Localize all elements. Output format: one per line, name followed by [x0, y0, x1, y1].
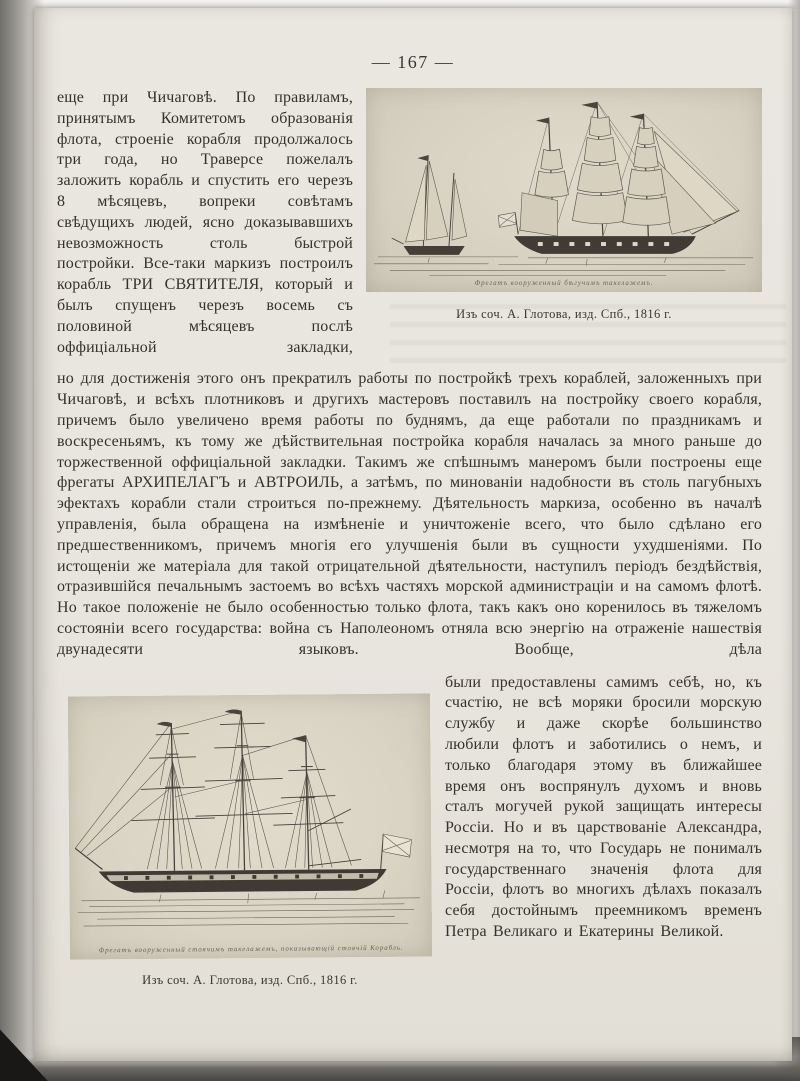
figure-bottom — [69, 673, 431, 988]
frigate-under-sail-art — [370, 92, 758, 278]
engraved-plate-caption: Фрегатъ вооруженный стоячимъ такелажемъ, показывающій стоячій Корабль. — [98, 943, 404, 954]
paragraph-bottom-right: были предоставлены самимъ себѣ, но, къ счастію, не всѣ моряки бросили морскую службу и даже скорѣе большинство любили флотъ и заботились о немъ, и только благодаря этому въ ближайшее время онъ воспрянулъ духомъ и вновь сталъ могучей рукой защищать интересы Россіи. Но и въ царствованіе Александра, несмотря на то, что Государь не понималъ государственнаго значенія флота для Россіи, флотъ во многихъ дѣлахъ показалъ себя достойнымъ преемникомъ временъ Петра Великаго и Екатерины Великой. — [445, 673, 762, 941]
bottom-section — [57, 673, 762, 988]
figure-source-caption: Изъ соч. А. Глотова, изд. Спб., 1816 г. — [142, 972, 358, 987]
paragraph-main: но для достиженія этого онъ прекратилъ работы по постройкѣ трехъ кораблей, заложенныхъ при Чичаговѣ, и всѣхъ плотниковъ и другихъ мастеровъ поставилъ на постройку своего корабля, причемъ было увеличено время работы по буднямъ, да еще работали по праздникамъ и воскресеньямъ, къ тому же дѣйствительная постройка корабля началась за много раньше до торжественной оффиціальной закладки. Такимъ же спѣшнымъ манеромъ были построены еще фрегаты АРХИПЕЛАГЪ и АВТРОИЛЬ, а затѣмъ, по минованіи надобности въ столь пагубныхъ эфектахъ корабли стали строиться по-прежнему. Дѣятельность маркиза, особенно въ началѣ управленія, была обращена на измѣненіе и уничтоженіе всего, что было сдѣлано его предшественникомъ, причемъ многія его улучшенія были въ сущности ухудшеніями. По истощеніи же матеріала для такой отрицательной дѣятельности, наступилъ періодъ бездѣйствія, отразившійся печальнымъ застоемъ во всѣхъ частяхъ морской администраціи и на самомъ флотѣ. Но такое положеніе не было особенностью только флота, такъ какъ оно коренилось въ тяжеломъ состояніи всего государства: война съ Наполеономъ отняла всю энергію на отраженіе нашествія двунадесяти языковъ. Вообще, дѣла — [57, 370, 762, 658]
frigate-standing-rigging-art — [72, 697, 428, 945]
figure-top — [366, 88, 762, 358]
paragraph-top-left: еще при Чичаговѣ. По правиламъ, принятымъ Комитетомъ образованія флота, строеніе корабля продолжалось три года, но Траверсе пожелалъ заложить корабль и спустить его черезъ 8 мѣсяцевъ, вопреки совѣтамъ свѣдущихъ людей, ясно доказывавшихъ невозможность столь быстрой постройки. Все-таки маркизъ построилъ корабль ТРИ СВЯТИТЕЛЯ, который и былъ спущенъ черезъ восемь съ половиной мѣсяцевъ послѣ оффиціальной закладки, — [57, 89, 353, 356]
figure-source-caption: Изъ соч. А. Глотова, изд. Спб., 1816 г. — [456, 306, 672, 321]
page-number: — 167 — — [371, 52, 455, 72]
book-paper — [34, 8, 792, 1061]
frigate-standing-rigging-engraving — [68, 693, 432, 959]
engraved-plate-caption: Фрегатъ вооруженный бѣгучимъ такелажемъ. — [474, 278, 654, 287]
page-content — [57, 88, 762, 988]
top-section — [57, 88, 762, 358]
frigate-under-sail-engraving — [366, 88, 762, 292]
